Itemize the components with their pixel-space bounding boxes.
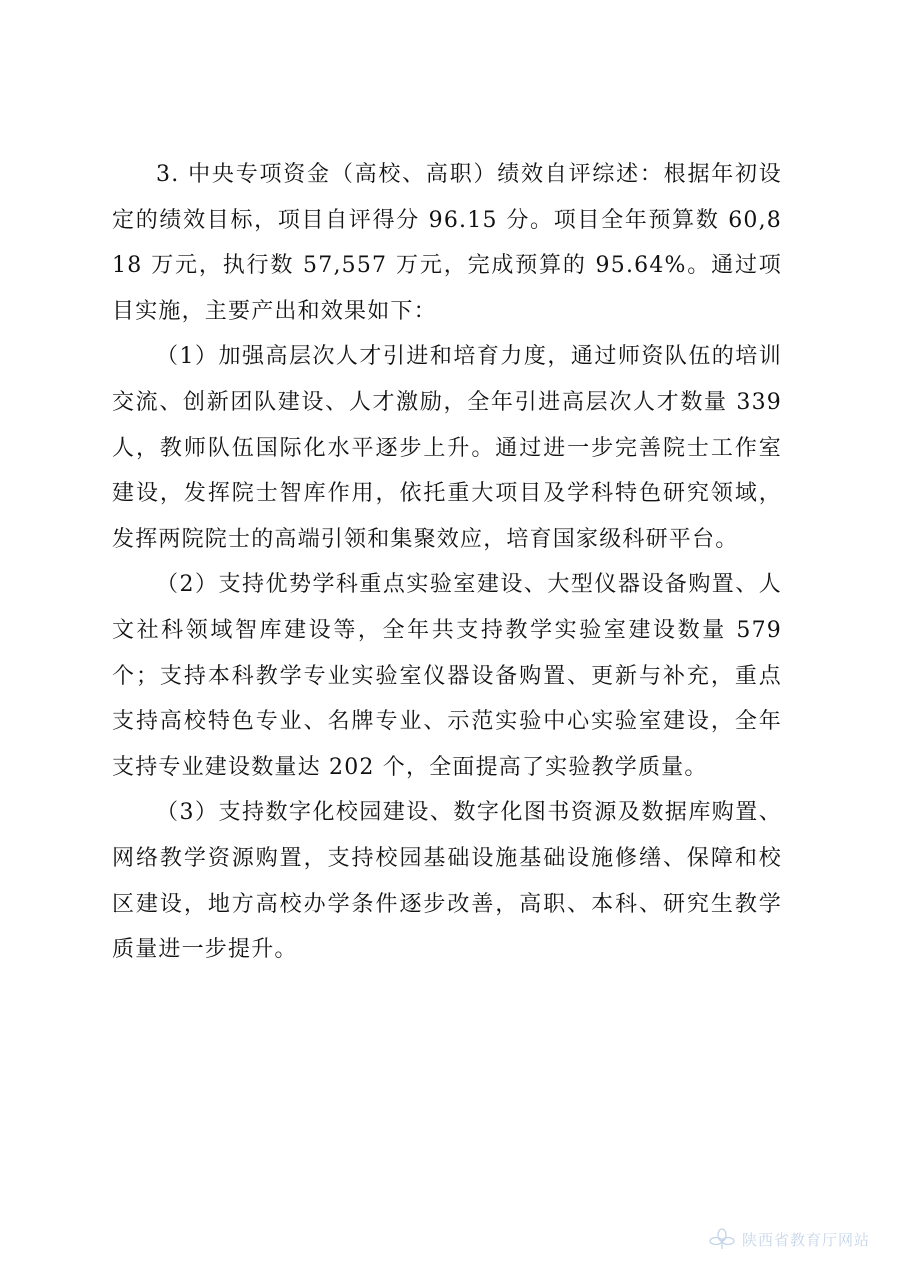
site-watermark [708, 1228, 870, 1250]
paragraph-item-3: （3）支持数字化校园建设、数字化图书资源及数据库购置、网络教学资源购置，支持校园基础设施基础设施修缮、保障和校区建设，地方高校办学条件逐步改善，高职、本科、研究生教学质量进一步提升。 [112, 800, 782, 963]
flower-logo-icon [708, 1228, 736, 1250]
paragraph-item-1: （1）加强高层次人才引进和培育力度，通过师资队伍的培训交流、创新团队建设、人才激励，全年引进高层次人才数量 339 人，教师队伍国际化水平逐步上升。通过进一步完善院士工作室建设，发挥院士智库作用，依托重大项目及学科特色研究领域，发挥两院院士的高端引领和集聚效应，培育国家级科研平台。 [112, 344, 782, 552]
document-body [112, 152, 782, 973]
paragraph-summary: 3. 中央专项资金（高校、高职）绩效自评综述：根据年初设定的绩效目标，项目自评得分 96.15 分。项目全年预算数 60,818 万元，执行数 57,557 万元，完成预算的 95.64%。通过项目实施，主要产出和效果如下： [112, 162, 782, 324]
watermark-text: 陕西省教育厅网站 [741, 1230, 870, 1249]
paragraph-item-2: （2）支持优势学科重点实验室建设、大型仪器设备购置、人文社科领域智库建设等，全年共支持教学实验室建设数量 579 个；支持本科教学专业实验室仪器设备购置、更新与补充，重点支持高校特色专业、名牌专业、示范实验中心实验室建设，全年支持专业建设数量达 202 个，全面提高了实验教学质量。 [112, 572, 782, 780]
